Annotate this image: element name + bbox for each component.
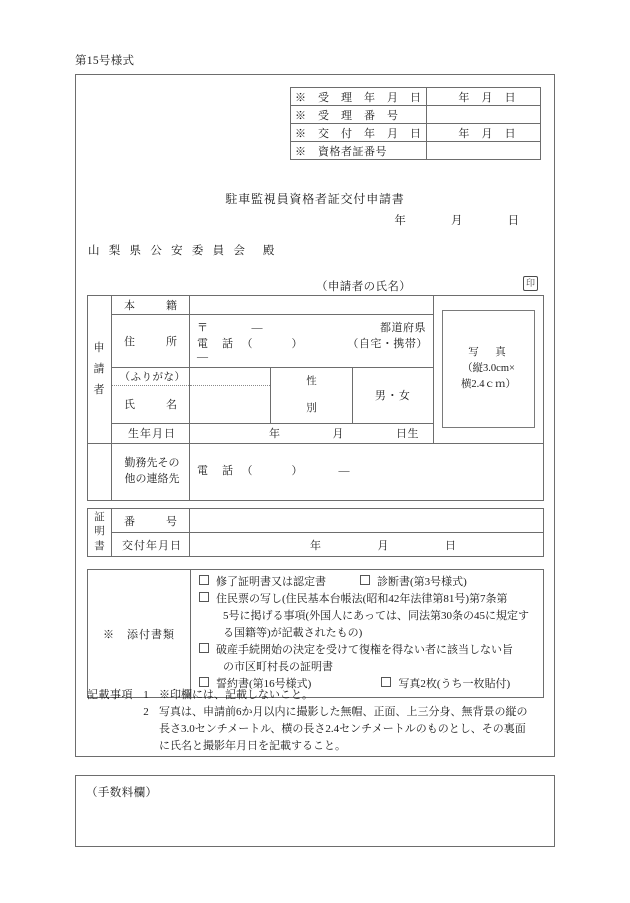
tel-line xyxy=(197,335,426,363)
table-row xyxy=(88,509,544,533)
note-number: 1 xyxy=(143,689,149,701)
side-label-char: 明 xyxy=(94,526,105,538)
tel-label: 電 話 （ ） xyxy=(197,464,304,477)
notes-items xyxy=(133,687,546,755)
attachments-table xyxy=(87,569,544,698)
applicant-side-label-spacer xyxy=(88,443,112,500)
table-row xyxy=(291,124,541,142)
notes-title: 記載事項 xyxy=(87,689,133,701)
table-row xyxy=(291,88,541,106)
applicant-side-label xyxy=(88,296,112,444)
name-label: 氏 名 xyxy=(112,385,190,423)
birthdate-input[interactable] xyxy=(190,423,434,443)
official-row-label: ※ 交 付 年 月 日 xyxy=(291,124,427,142)
attachments-label: ※ 添付書類 xyxy=(88,570,191,698)
name-input[interactable] xyxy=(190,385,271,423)
attachment-text: 誓約書(第16号様式) xyxy=(216,678,312,691)
note-item xyxy=(133,687,546,704)
official-row-value[interactable] xyxy=(426,142,541,160)
certificate-side-label xyxy=(88,509,112,557)
list-item[interactable] xyxy=(199,642,537,659)
list-item[interactable] xyxy=(199,574,537,591)
workplace-label-line1: 勤務先その xyxy=(124,456,180,469)
sex-value[interactable]: 男・女 xyxy=(352,368,433,424)
attachment-text: 写真2枚(うち一枚貼付) xyxy=(398,678,511,691)
official-use-table xyxy=(290,87,541,160)
sex-label xyxy=(271,368,352,424)
note-text: に氏名と撮影年月日を記載すること。 xyxy=(159,740,346,753)
address-input[interactable] xyxy=(190,315,434,368)
table-row xyxy=(88,533,544,557)
prefecture-label: 都道府県 xyxy=(380,322,426,334)
notes-section xyxy=(87,687,546,755)
note-text: 長さ3.0センチメートル、横の長さ2.4センチメートルのものとし、その裏面 xyxy=(159,723,526,736)
zip-dash: ― xyxy=(251,322,267,334)
photo-cell[interactable] xyxy=(434,296,544,444)
table-row xyxy=(88,570,544,698)
year-label: 年 xyxy=(310,539,322,552)
month-label: 月 xyxy=(332,428,344,441)
checkbox-icon[interactable] xyxy=(199,677,209,687)
checkbox-icon[interactable] xyxy=(199,643,209,653)
official-row-value[interactable] xyxy=(426,106,541,124)
certificate-number-input[interactable] xyxy=(190,509,544,533)
sex-label-char: 別 xyxy=(306,403,317,415)
certificate-issue-date-input[interactable] xyxy=(190,533,544,557)
workplace-telephone-field[interactable] xyxy=(197,462,536,478)
day-label: 日 xyxy=(445,539,457,552)
day-label: 日生 xyxy=(396,428,419,441)
month-label: 月 xyxy=(377,539,389,552)
certificate-issue-date-label: 交付年月日 xyxy=(112,533,190,557)
day-label: 日 xyxy=(504,127,517,140)
side-label-char: 書 xyxy=(94,540,105,552)
main-form-frame xyxy=(75,74,555,757)
side-label-char: 請 xyxy=(93,362,106,375)
attachment-text: 修了証明書又は認定書 xyxy=(216,576,326,588)
workplace-label xyxy=(112,443,190,500)
photo-size-line2: 横2.4ｃｍ） xyxy=(460,379,517,391)
list-item[interactable] xyxy=(199,591,537,608)
submission-date xyxy=(372,212,542,228)
attachments-list xyxy=(191,570,544,698)
year-label: 年 xyxy=(269,428,281,441)
honseki-input[interactable] xyxy=(190,296,434,315)
checkbox-icon[interactable] xyxy=(360,575,370,585)
telephone-field[interactable] xyxy=(197,335,347,363)
applicant-table xyxy=(87,295,544,501)
year-label: 年 xyxy=(394,215,407,227)
table-row xyxy=(291,106,541,124)
photo-size-line1: （縦3.0cm× xyxy=(462,363,515,375)
address-label: 住 所 xyxy=(112,315,190,368)
certificate-number-label: 番 号 xyxy=(112,509,190,533)
attachment-text: 5号に掲げる事項(外国人にあっては、同法第30条の45に規定す xyxy=(223,610,530,623)
official-row-value[interactable] xyxy=(426,124,541,142)
note-number: 2 xyxy=(143,706,149,719)
note-text: ※印欄には、記載しないこと。 xyxy=(159,689,313,701)
checkbox-icon[interactable] xyxy=(381,677,391,687)
attachment-text: の市区町村長の証明書 xyxy=(223,661,333,674)
fee-box[interactable] xyxy=(75,775,555,847)
note-item xyxy=(133,704,546,721)
honseki-label: 本 籍 xyxy=(112,296,190,315)
year-label: 年 xyxy=(458,127,470,140)
fee-box-label: （手数料欄） xyxy=(86,787,158,799)
official-row-label: ※ 受 理 番 号 xyxy=(291,106,427,124)
side-label-char: 申 xyxy=(93,341,106,354)
note-text: 写真は、申請前6か月以内に撮影した無帽、正面、上三分身、無背景の縦の xyxy=(159,706,528,719)
zip-symbol: 〒 xyxy=(197,322,212,334)
seal-icon: 印 xyxy=(523,276,538,291)
side-label-char: 者 xyxy=(93,383,106,396)
workplace-label-line2: 他の連絡先 xyxy=(124,472,180,485)
photo-title: 写 真 xyxy=(468,346,509,358)
month-label: 月 xyxy=(450,215,463,227)
page-title: 駐車監視員資格者証交付申請書 xyxy=(225,192,405,206)
month-label: 月 xyxy=(481,127,493,140)
year-label: 年 xyxy=(458,91,470,104)
table-row xyxy=(88,443,544,500)
addressee: 山 梨 県 公 安 委 員 会 殿 xyxy=(88,245,278,257)
official-row-label: ※ 資格者証番号 xyxy=(291,142,427,160)
table-row xyxy=(88,296,544,315)
birthdate-label: 生年月日 xyxy=(112,423,190,443)
tel-kind-label: （自宅・携帯） xyxy=(347,338,428,350)
notes-row xyxy=(87,687,546,755)
photo-placeholder xyxy=(442,310,535,428)
day-label: 日 xyxy=(507,215,520,227)
furigana-label: （ふりがな） xyxy=(112,368,190,386)
attachment-text: 診断書(第3号様式) xyxy=(377,576,467,588)
attachment-text: 住民票の写し(住民基本台帳法(昭和42年法律第81号)第7条第 xyxy=(216,593,508,606)
official-row-label: ※ 受 理 年 月 日 xyxy=(291,88,427,106)
attachment-text: る国籍等)が記載されたもの) xyxy=(223,627,363,640)
workplace-input[interactable] xyxy=(190,443,544,500)
official-row-value[interactable] xyxy=(426,88,541,106)
furigana-input[interactable] xyxy=(190,368,271,386)
zip-line xyxy=(197,319,426,335)
side-label-char: 証 xyxy=(94,512,105,524)
applicant-name-label: （申請者の氏名） xyxy=(316,281,412,293)
tel-dash: ― xyxy=(197,351,210,363)
checkbox-icon[interactable] xyxy=(199,575,209,585)
certificate-table xyxy=(87,508,544,557)
zip-code-field[interactable] xyxy=(197,319,267,335)
attachment-text: 破産手続開始の決定を受けて復権を得ない者に該当しない旨 xyxy=(216,644,513,657)
checkbox-icon[interactable] xyxy=(199,592,209,602)
table-row xyxy=(291,142,541,160)
month-label: 月 xyxy=(481,91,493,104)
tel-dash: ― xyxy=(338,464,351,477)
tel-label: 電 話 （ ） xyxy=(197,338,304,350)
day-label: 日 xyxy=(504,91,517,104)
form-number: 第15号様式 xyxy=(75,55,135,67)
sex-label-char: 性 xyxy=(306,376,317,387)
